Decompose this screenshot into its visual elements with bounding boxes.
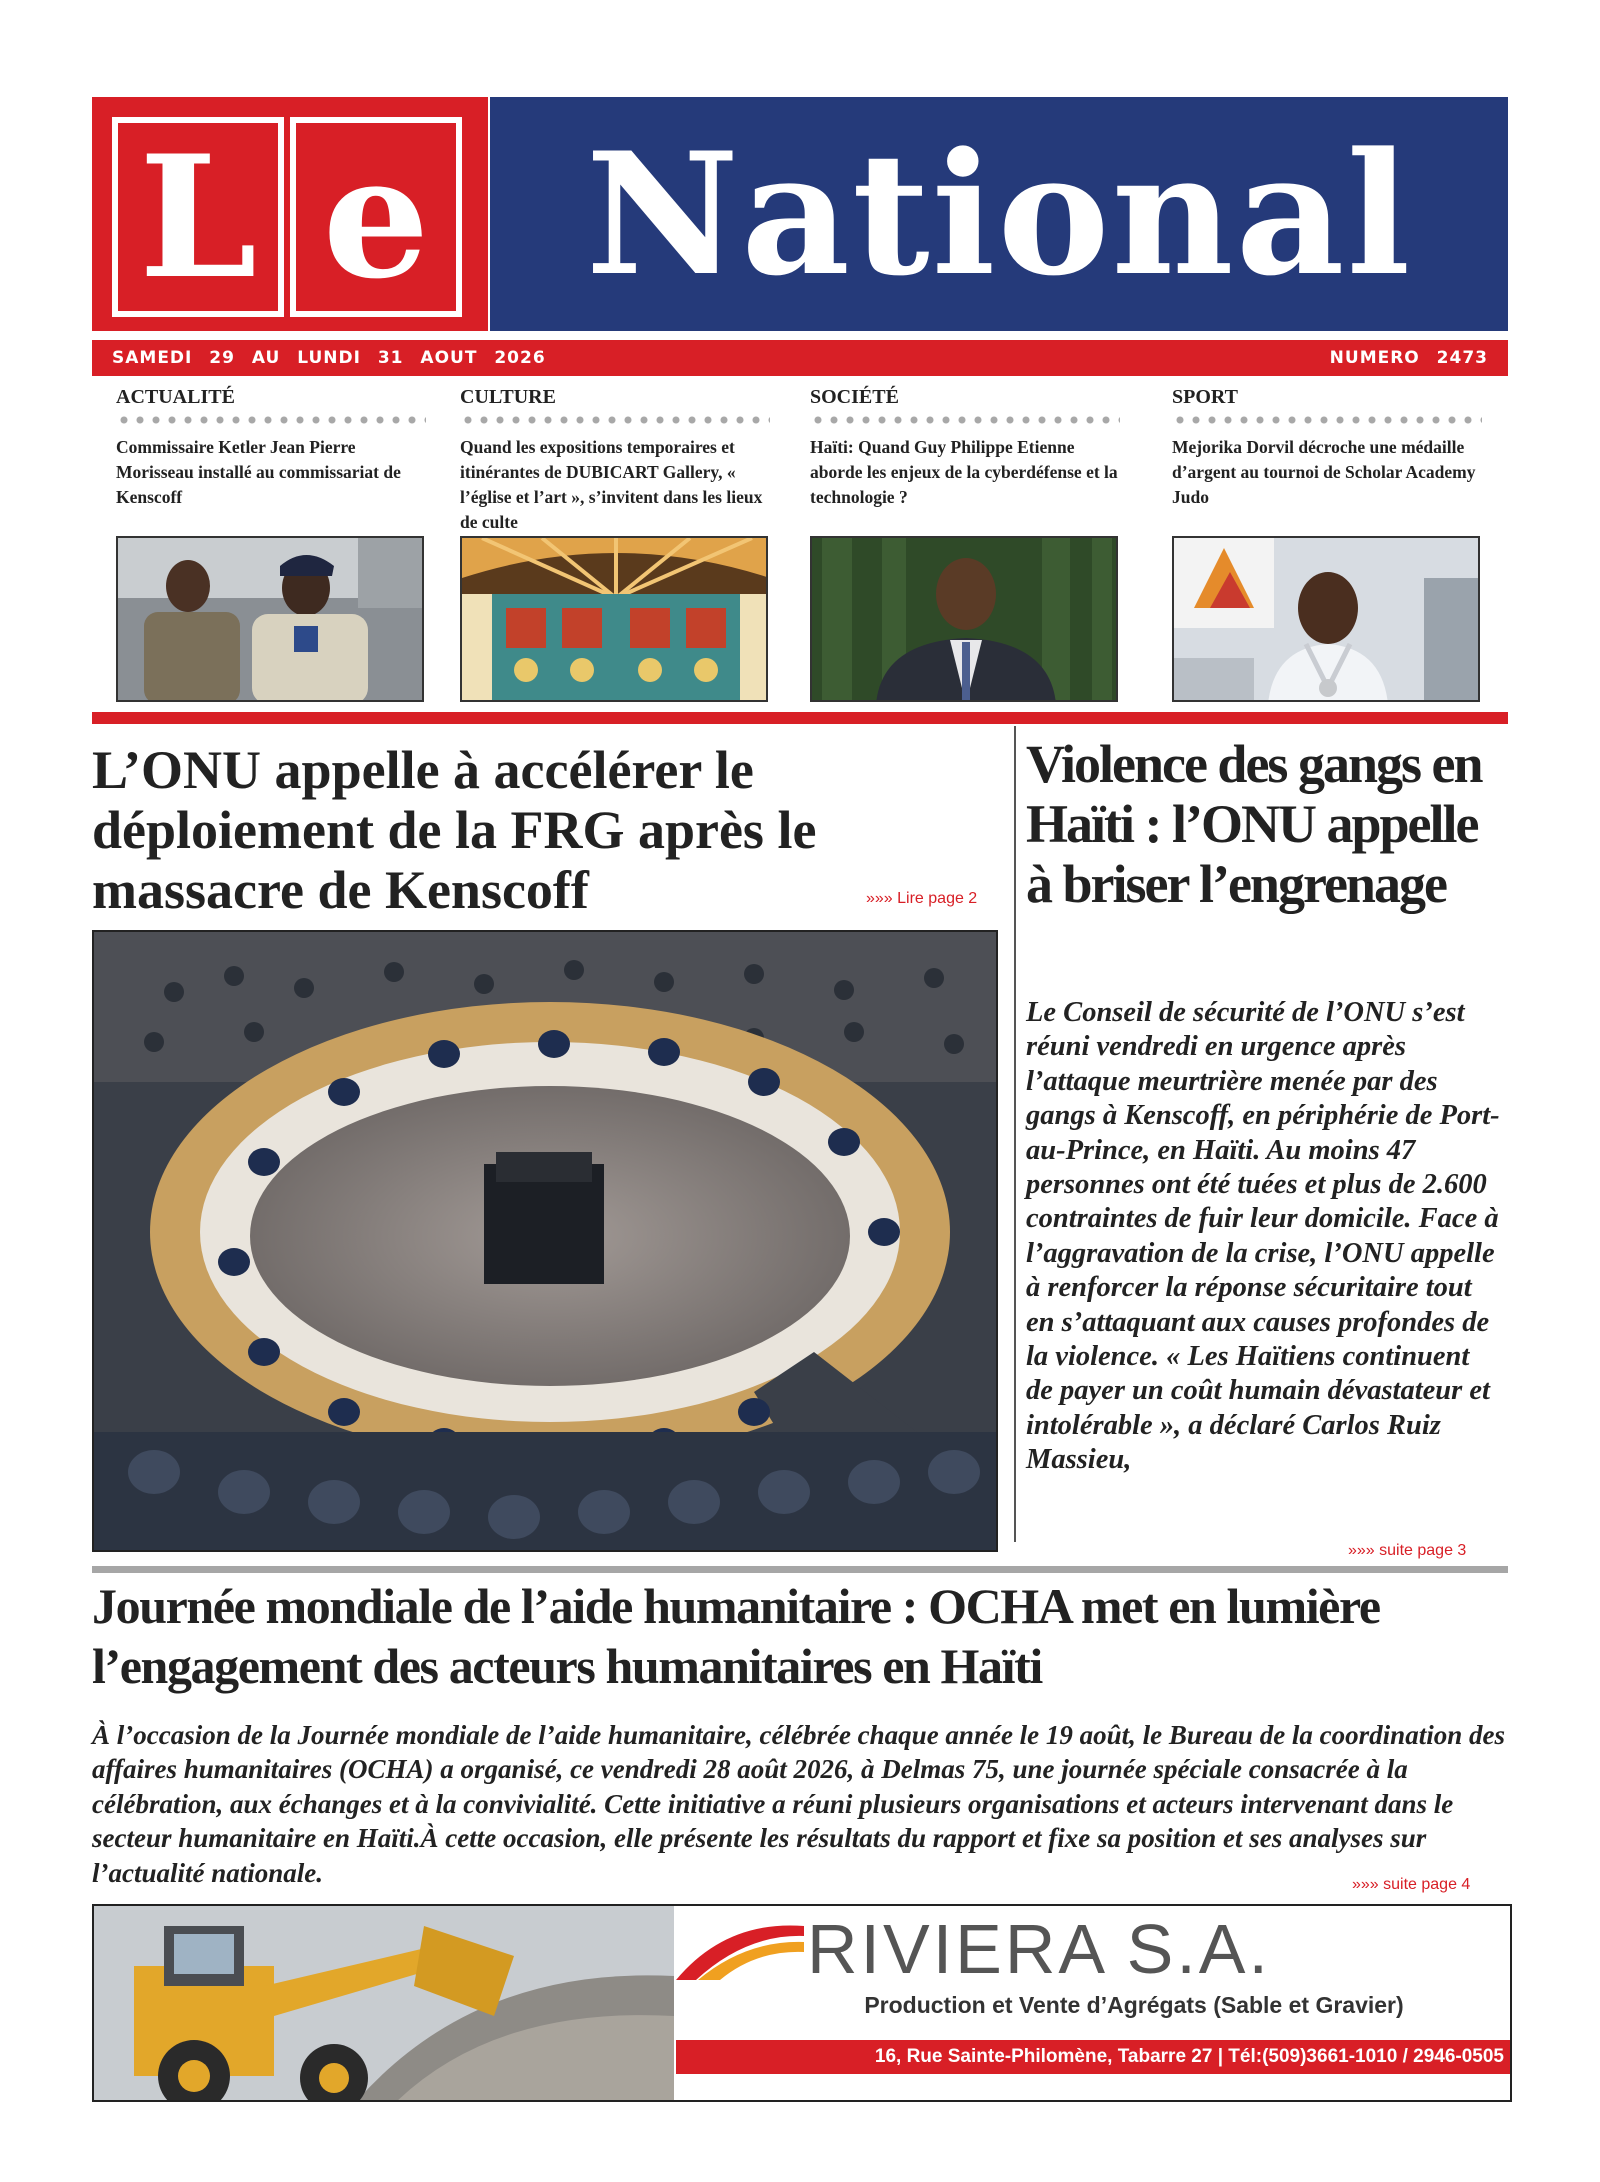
advertiser-name: RIVIERA S.A. [807,1910,1271,1988]
riviera-advertisement[interactable] [92,1904,1512,2102]
rubric-title: SPORT [1172,386,1238,408]
police-officers-photo[interactable] [116,536,424,702]
masthead-letter-box [290,117,462,317]
advertiser-tagline: Production et Vente d’Agrégats (Sable et Gravier) [864,1992,1404,2018]
judo-athlete-photo[interactable] [1172,536,1480,702]
masthead-red-panel [92,97,488,331]
masthead [92,97,1508,331]
un-council-photo[interactable] [92,930,998,1552]
rubric-actualite[interactable] [116,386,426,531]
masthead-title: National [585,115,1413,313]
riviera-logo-swoosh [676,1920,806,1984]
main-headline[interactable]: L’ONU appelle à accélérer le déploiement de la FRG après le massacre de Kenscoff [92,740,817,920]
rubric-headline[interactable]: Commissaire Ketler Jean Pierre Morisseau installé au commissariat de Kenscoff [116,437,401,507]
read-more-link[interactable]: »»» Lire page 2 [866,890,978,907]
rubric-title: ACTUALITÉ [116,386,235,408]
dotted-divider [116,415,426,425]
masthead-letter-box [112,117,284,317]
rubric-title: SOCIÉTÉ [810,386,899,408]
dotted-divider [460,415,770,425]
issue-date: SAMEDI 29 AU LUNDI 31 AOUT 2026 [112,348,546,368]
rubric-culture[interactable] [460,386,770,531]
rubric-headline[interactable]: Haïti: Quand Guy Philippe Etienne aborde les enjeux de la cyberdéfense et la technologie ? [810,437,1118,507]
dotted-divider [1172,415,1482,425]
continued-link[interactable]: »»» suite page 3 [1348,1542,1467,1559]
side-headline[interactable]: Violence des gangs en Haïti : l’ONU appelle à briser l’engrenage [1026,734,1482,914]
rubric-headline[interactable]: Mejorika Dorvil décroche une médaille d’argent au tournoi de Scholar Academy Judo [1172,437,1476,507]
issue-number: NUMERO 2473 [1329,348,1488,368]
speaker-photo[interactable] [810,536,1118,702]
section-divider [92,1566,1508,1573]
side-article-body: Le Conseil de sécurité de l’ONU s’est réuni vendredi en urgence après l’attaque meurtrière menée par des gangs à Kenscoff, en périphérie de Port-au-Prince, en Haïti. Au moins 47 personnes ont été tuées et plus de 2.600 contraintes de fuir leur domicile. Face à l’aggravation de la crise, l’ONU appelle à renforcer la réponse sécuritaire tout en s’attaquant aux causes profondes de la violence. « Les Haïtiens continuent de payer un coût humain dévastateur et intolérable », a déclaré Carlos Ruiz Massieu, [1026,997,1500,1476]
advertiser-address: 16, Rue Sainte-Philomène, Tabarre 27 | Tél:(509)3661-1010 / 2946-0505 [676,2040,1512,2074]
rubric-sport[interactable] [1172,386,1482,531]
date-bar [92,340,1508,376]
masthead-blue-panel [490,97,1508,331]
church-ceiling-photo[interactable] [460,536,768,702]
section-divider [92,712,1508,724]
wheel-loader-photo [94,1906,674,2102]
continued-link[interactable]: »»» suite page 4 [1352,1876,1471,1893]
rubric-title: CULTURE [460,386,556,408]
column-divider [1014,726,1016,1542]
dotted-divider [810,415,1120,425]
bottom-headline[interactable]: Journée mondiale de l’aide humanitaire : OCHA met en lumière l’engagement des acteurs humanitaires en Haïti [92,1578,1380,1694]
masthead-letter: L [138,118,258,316]
rubric-headline[interactable]: Quand les expositions temporaires et itinérantes de DUBICART Gallery, « l’église et l’art », s’invitent dans les lieux de culte [460,437,763,532]
rubric-societe[interactable] [810,386,1120,531]
masthead-letter: e [322,118,430,316]
bottom-article-body: À l’occasion de la Journée mondiale de l’aide humanitaire, célébrée chaque année le 19 août, le Bureau de la coordination des affaires humanitaires (OCHA) a organisé, ce vendredi 28 août 2026, à Delmas 75, une journée spéciale consacrée à la célébration, aux échanges et à la convivialité. Cette initiative a réuni plusieurs organisations et acteurs intervenant dans le secteur humanitaire en Haïti.À cette occasion, elle présente les résultats du rapport et fixe sa position et ses analyses sur l’actualité nationale. [92,1720,1505,1888]
